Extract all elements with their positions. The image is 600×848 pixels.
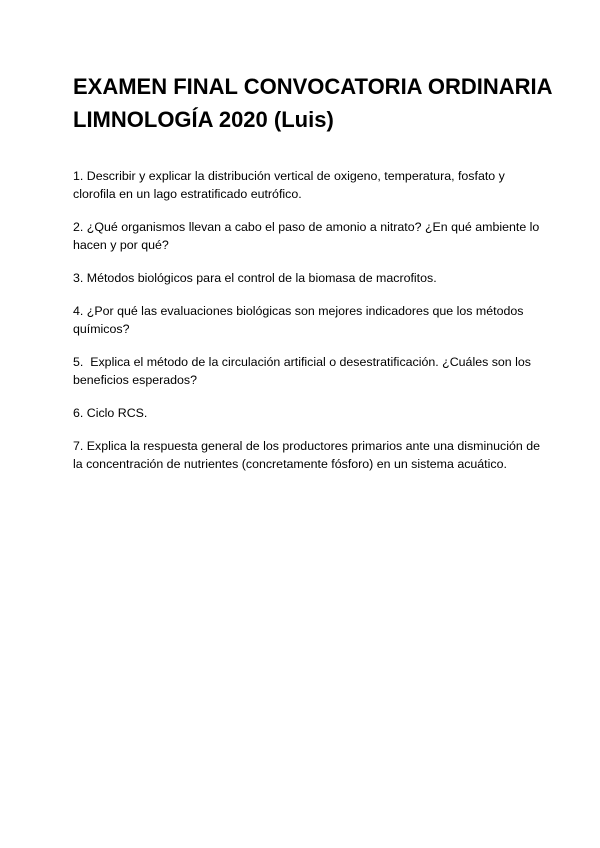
question-2: 2. ¿Qué organismos llevan a cabo el paso de amonio a nitrato? ¿En qué ambiente lo hacen y por qué? xyxy=(73,220,543,252)
question-3: 3. Métodos biológicos para el control de la biomasa de macrofitos. xyxy=(73,271,437,285)
question-5: 5. Explica el método de la circulación artificial o desestratificación. ¿Cuáles son los beneficios esperados? xyxy=(73,355,535,387)
question-list xyxy=(73,167,543,488)
question-1: 1. Describir y explicar la distribución vertical de oxigeno, temperatura, fosfato y clorofila en un lago estratificado eutrófico. xyxy=(73,169,509,201)
exam-title: EXAMEN FINAL CONVOCATORIA ORDINARIA LIMNOLOGÍA 2020 (Luis) xyxy=(73,74,552,132)
question-4: 4. ¿Por qué las evaluaciones biológicas son mejores indicadores que los métodos químicos? xyxy=(73,304,527,336)
question-7: 7. Explica la respuesta general de los productores primarios ante una disminución de la concentración de nutrientes (concretamente fósforo) en un sistema acuático. xyxy=(73,439,544,471)
question-6: 6. Ciclo RCS. xyxy=(73,406,148,420)
